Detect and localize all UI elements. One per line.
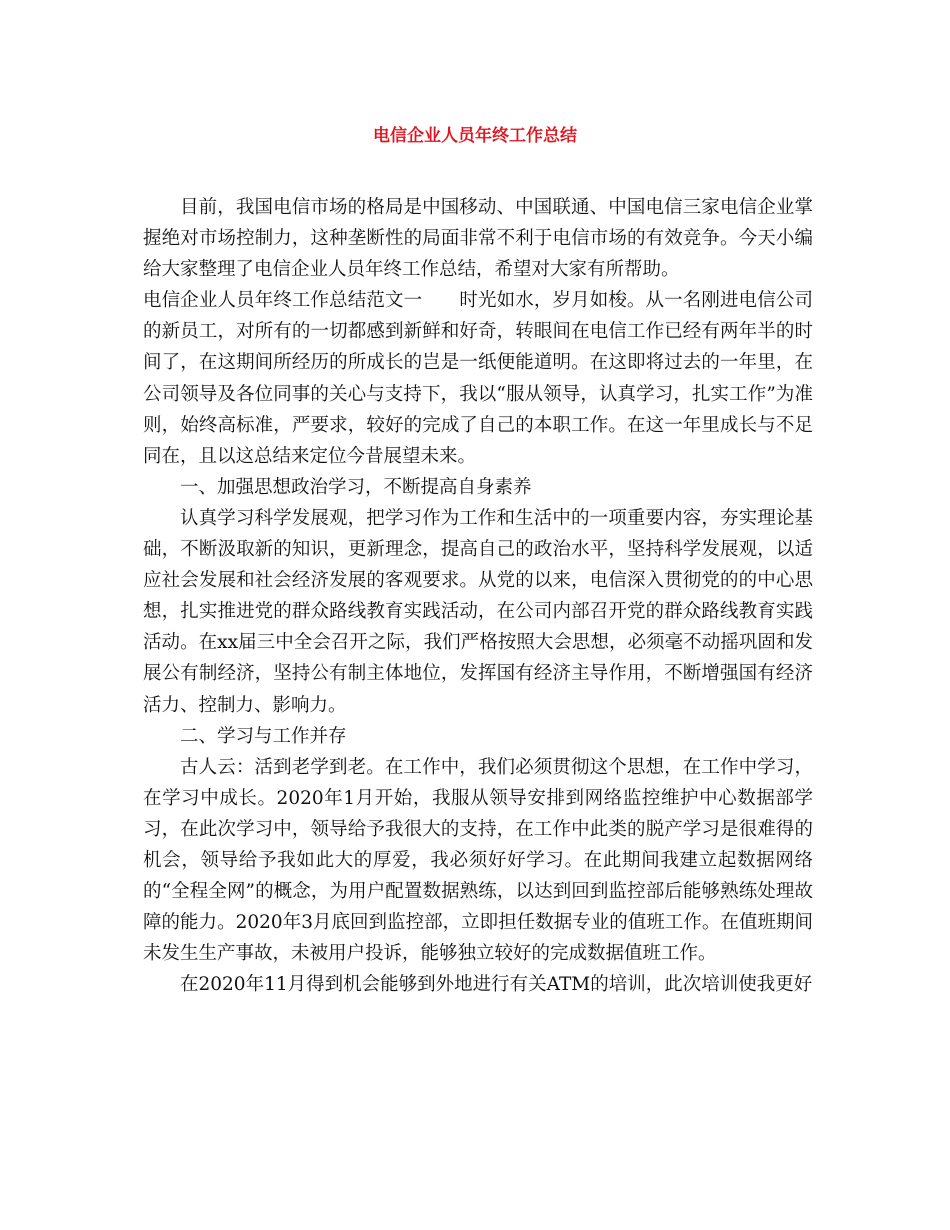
- sample-label: 电信企业人员年终工作总结范文一: [143, 290, 423, 312]
- section2-paragraph: 古人云：活到老学到老。在工作中，我们必须贯彻这个思想，在工作中学习，在学习中成长。2020年1月开始，我服从领导安排到网络监控维护中心数据部学习，在此次学习中，领导给予我很大的支持，在工作中此类的脱产学习是很难得的机会，领导给予我如此大的厚爱，我必须好好学习。在此期间我建立起数据网络的“全程全网”的概念，为用户配置数据熟练，以达到回到监控部后能够熟练处理故障的能力。2020年3月底回到监控部，立即担任数据专业的值班工作。在值班期间未发生生产事故，未被用户投诉，能够独立较好的完成数据值班工作。: [143, 756, 813, 965]
- section1-paragraph: 认真学习科学发展观，把学习作为工作和生活中的一项重要内容，夯实理论基础，不断汲取新的知识，更新理念，提高自己的政治水平，坚持科学发展观，以适应社会发展和社会经济发展的客观要求。从党的以来，电信深入贯彻党的的中心思想，扎实推进党的群众路线教育实践活动，在公司内部召开党的群众路线教育实践活动。在xx届三中全会召开之际，我们严格按照大会思想，必须毫不动摇巩固和发展公有制经济，坚持公有制主体地位，发挥国有经济主导作用，不断增强国有经济活力、控制力、影响力。: [143, 507, 813, 716]
- section1-heading: 一、加强思想政治学习，不断提高自身素养: [180, 476, 532, 498]
- document-body: [143, 192, 813, 1000]
- sample-paragraph: [143, 285, 813, 472]
- section2-paragraph-2: 在2020年11月得到机会能够到外地进行有关ATM的培训，此次培训使我更好: [180, 974, 813, 996]
- document-title: 电信企业人员年终工作总结: [373, 126, 577, 146]
- section2-heading: 二、学习与工作并存: [180, 725, 347, 747]
- intro-paragraph: 目前，我国电信市场的格局是中国移动、中国联通、中国电信三家电信企业掌握绝对市场控制力，这种垄断性的局面非常不利于电信市场的有效竞争。今天小编给大家整理了电信企业人员年终工作总结，希望对大家有所帮助。: [143, 197, 813, 281]
- sample-opening-text: 时光如水，岁月如梭。从一名刚进电信公司的新员工，对所有的一切都感到新鲜和好奇，转眼间在电信工作已经有两年半的时间了，在这期间所经历的所成长的岂是一纸便能道明。在这即将过去的一年里，在公司领导及各位同事的关心与支持下，我以“服从领导，认真学习，扎实工作”为准则，始终高标准，严要求，较好的完成了自己的本职工作。在这一年里成长与不足同在，且以这总结来定位今昔展望未来。: [143, 290, 813, 467]
